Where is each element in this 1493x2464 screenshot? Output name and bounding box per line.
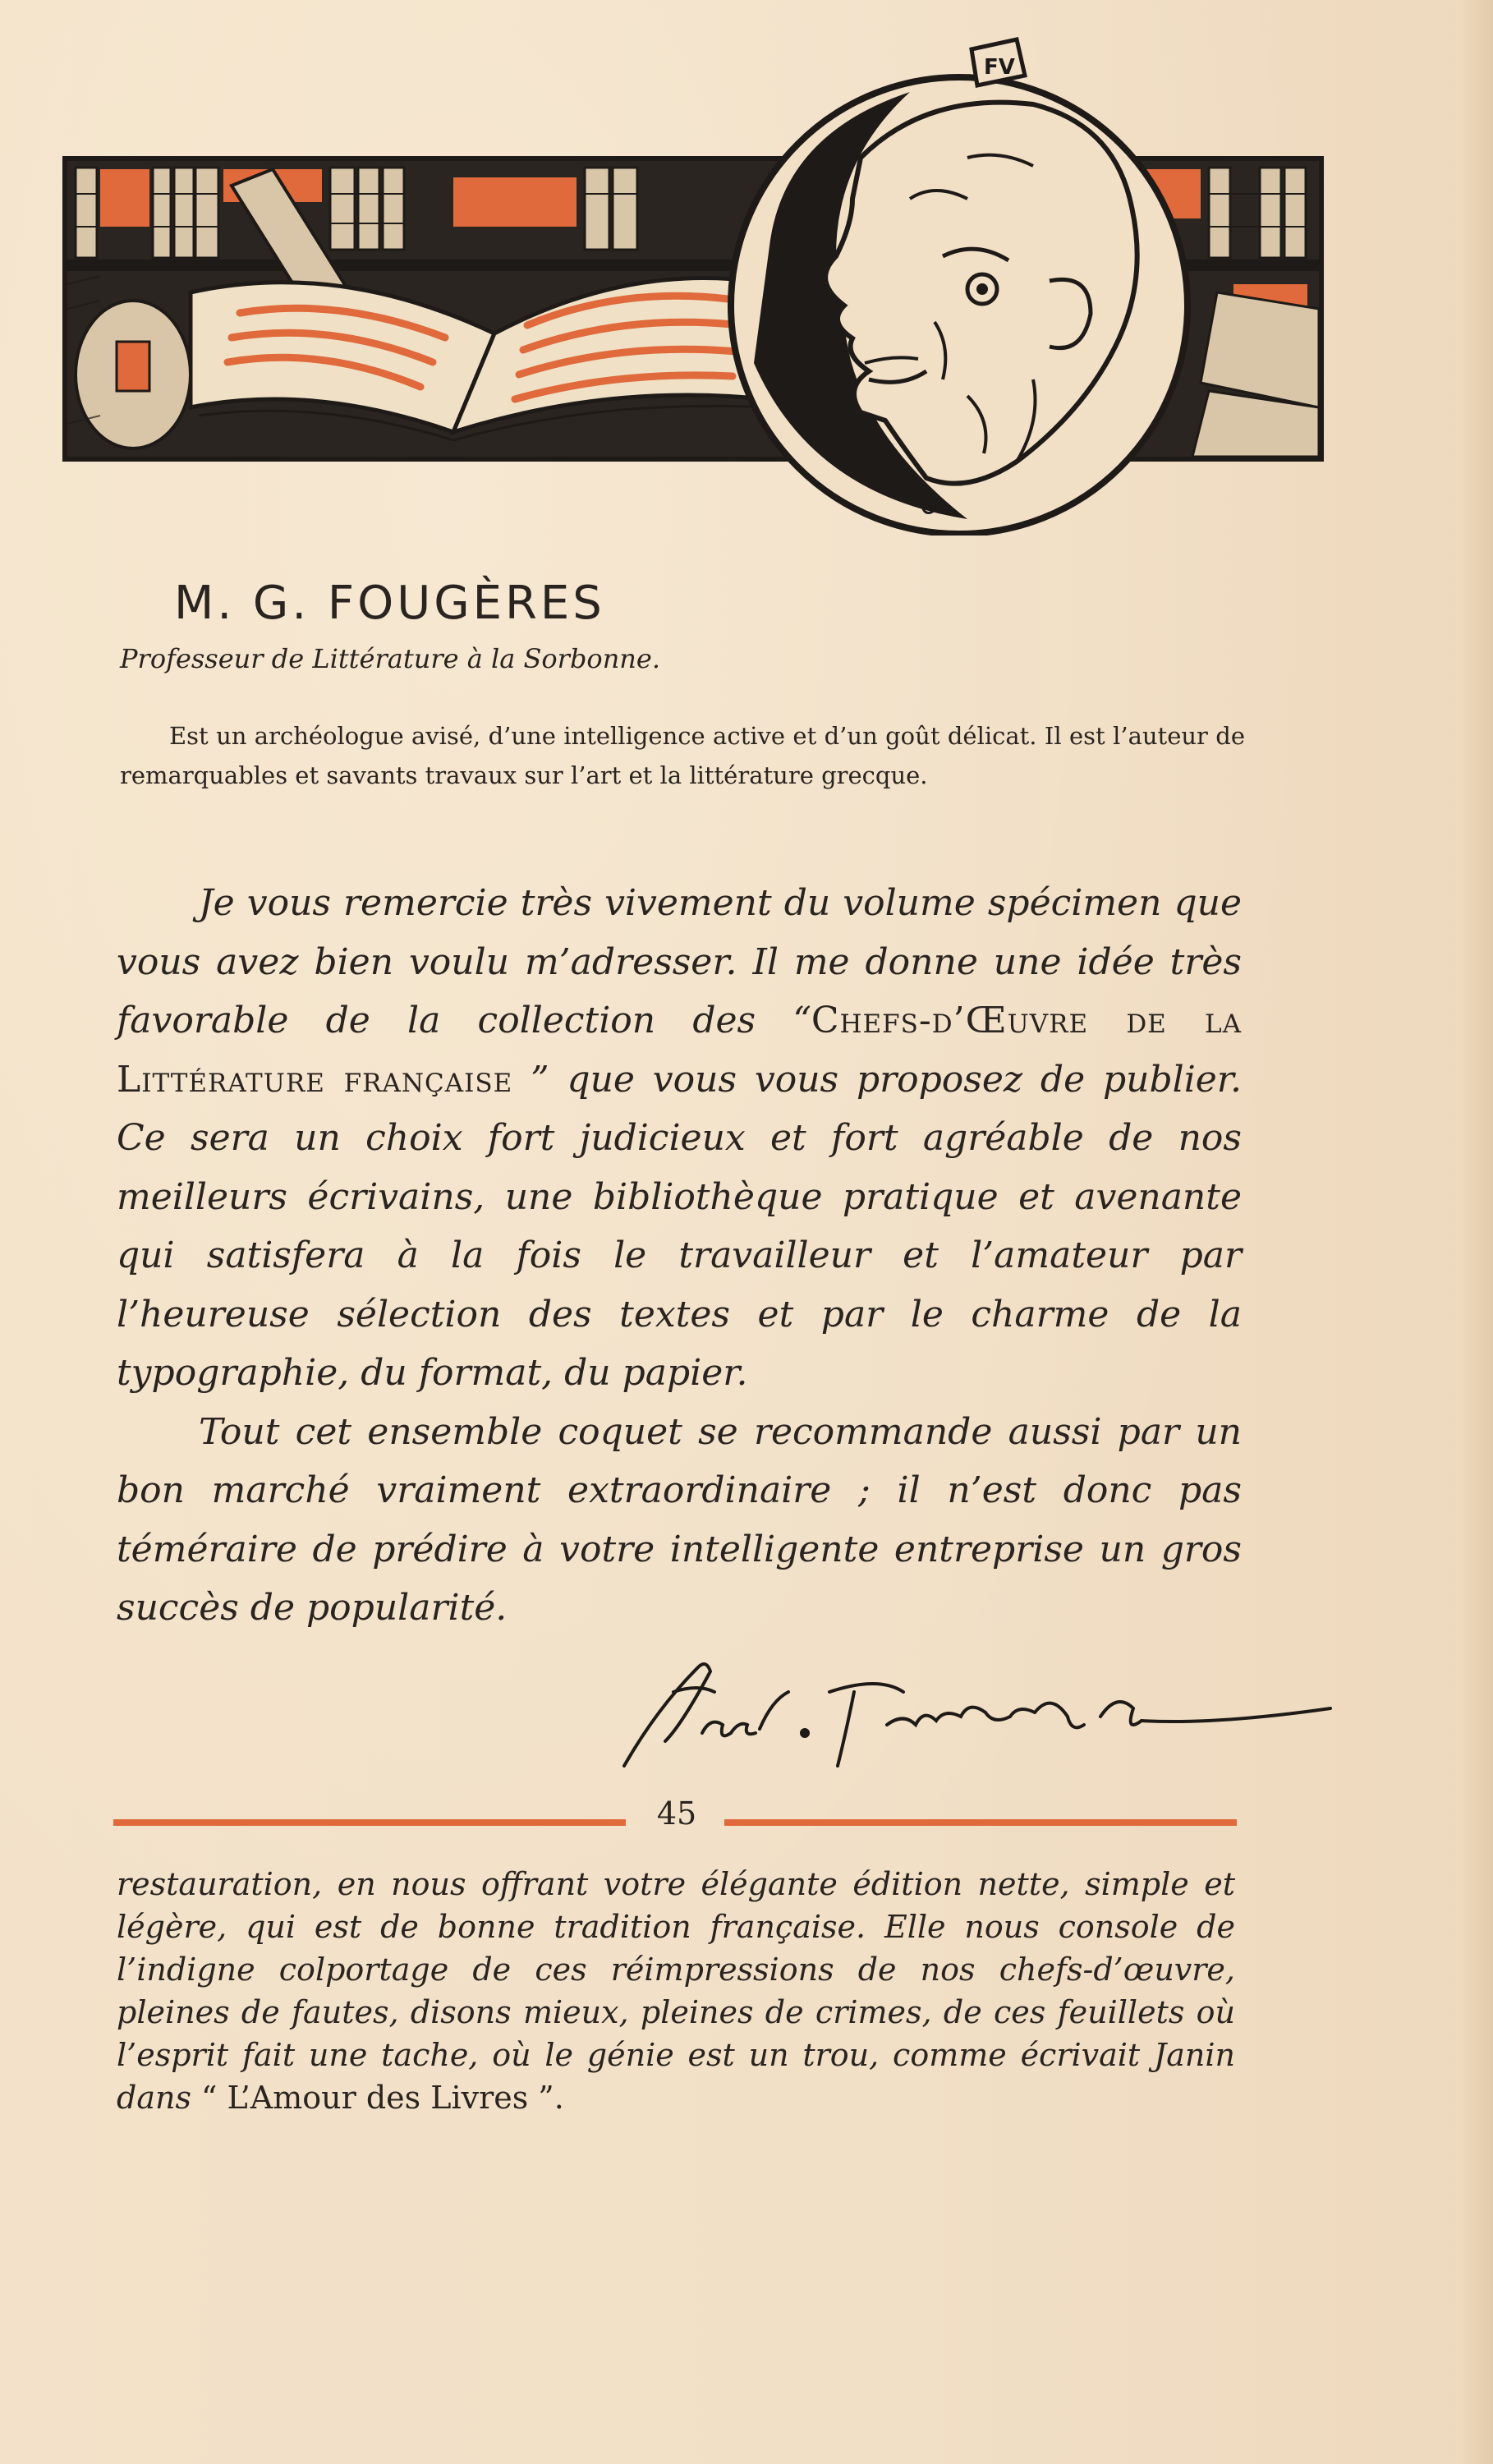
letter-paragraph-1: [117, 874, 1242, 1403]
portrait-icon: [721, 34, 1197, 536]
letter-p1-part1: Je vous remercie très vivement du volume spécimen que vous avez bien voulu m’adresser. Il me donne une idée très favorable de la collection des “: [117, 882, 1242, 1041]
collection-title: Chefs-d’Œuvre de la Littérature française: [117, 1000, 1243, 1101]
handwritten-signature: [608, 1643, 1347, 1782]
paper-edge: [1460, 0, 1493, 2464]
portrait-medallion: [721, 34, 1197, 536]
letter-p1-part2: ” que vous vous proposez de publier. Ce sera un choix fort judicieux et fort agréable de nos meilleurs écrivains, une bibliothèque pratique et avenante qui satisfera à la fois le travailleur et l’amateur par l’heureuse sélection des textes et par le charme de la typographie, du format, du papier.: [117, 1058, 1242, 1394]
rule-right: [724, 1819, 1237, 1826]
monogram-tag: [972, 39, 1025, 85]
rule-left: [113, 1819, 626, 1826]
letter-paragraph-2: Tout cet ensemble coquet se recommande aussi par un bon marché vraiment extraordinaire ; il n’est donc pas téméraire de prédire à votre intelligente entreprise un gros succès de popularité.: [117, 1410, 1242, 1629]
letter-body: [117, 874, 1242, 1638]
page-number: 45: [656, 1795, 697, 1832]
monogram-text: FV: [984, 55, 1015, 80]
quoted-title: “ L’Amour des Livres ”.: [201, 2080, 564, 2116]
author-bio: Est un archéologue avisé, d’une intelligence active et d’un goût délicat. Il est l’auteur de remarquables et savants travaux sur l’art et la littérature grecque.: [120, 722, 1245, 789]
author-role: Professeur de Littérature à la Sorbonne.: [120, 643, 661, 674]
author-name: M. G. FOUGÈRES: [174, 577, 605, 630]
continued-text: [117, 1863, 1235, 2119]
continued-body: restauration, en nous offrant votre élégante édition nette, simple et légère, qui est de bonne tradition française. Elle nous console de l’indigne colportage de ces réimpressions de nos chefs-d’œuvre, pleines de fautes, disons mieux, pleines de crimes, de ces feuillets où l’esprit fait une tache, où le génie est un trou, comme écrivait Janin dans: [117, 1866, 1235, 2116]
